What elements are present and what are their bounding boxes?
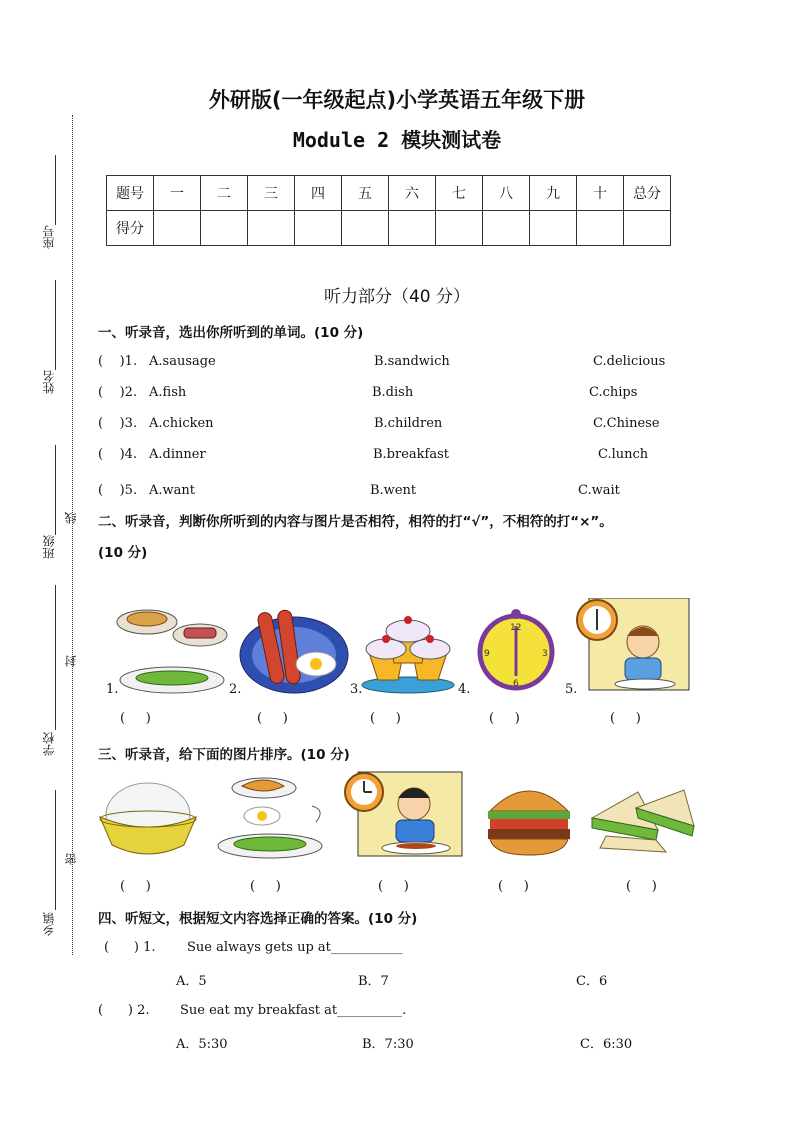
score-input-cell[interactable]	[530, 211, 577, 246]
svg-text:6: 6	[513, 679, 519, 689]
page-subtitle: Module 2 模块测试卷	[292, 128, 502, 152]
score-cell: 题号	[107, 176, 154, 211]
score-cell: 七	[436, 176, 483, 211]
part2-label-1: 1.	[106, 682, 119, 697]
part2-heading-points: (10 分)	[98, 545, 148, 561]
rice-bowl-image	[96, 775, 200, 860]
part2-heading: 二、听录音，判断你所听到的内容与图片是否相符，相符的打“√”，不相符的打“×”。	[98, 514, 613, 530]
part1-q2-b: B.dish	[372, 385, 414, 400]
breakfast-plates-image	[112, 600, 230, 695]
part1-q4-num: ( )4.	[98, 447, 138, 462]
cupcakes-image	[358, 605, 458, 695]
hamburger-image	[482, 775, 577, 860]
part2-label-5: 5.	[565, 682, 578, 697]
score-input-cell[interactable]	[342, 211, 389, 246]
part2-answer-4[interactable]: ( )	[489, 711, 520, 726]
score-cell: 六	[389, 176, 436, 211]
binding-dotted-line	[72, 115, 73, 955]
part4-q2-b: B．7:30	[362, 1037, 414, 1052]
score-cell: 五	[342, 176, 389, 211]
score-input-cell[interactable]	[577, 211, 624, 246]
school-rule	[55, 585, 56, 730]
part3-answer-3[interactable]: ( )	[378, 879, 409, 894]
town-rule	[55, 790, 56, 910]
part1-q5-c: C.wait	[578, 483, 620, 498]
part4-q1-a: A．5	[176, 974, 207, 989]
part1-q5-b: B.went	[370, 483, 417, 498]
part3-answer-2[interactable]: ( )	[250, 879, 281, 894]
part4-q1-b: B．7	[358, 974, 389, 989]
score-cell: 九	[530, 176, 577, 211]
svg-text:3: 3	[542, 649, 548, 659]
score-cell: 一	[154, 176, 201, 211]
seat-rule	[55, 155, 56, 225]
score-cell: 十	[577, 176, 624, 211]
part1-q2-a: A.fish	[149, 385, 187, 400]
part4-q2-num: ( ) 2.	[98, 1003, 150, 1018]
score-cell: 总分	[624, 176, 671, 211]
score-cell: 四	[295, 176, 342, 211]
seal-word-secret: 密	[64, 853, 78, 865]
name-label: 姓名	[42, 370, 56, 394]
score-input-cell[interactable]	[201, 211, 248, 246]
part2-answer-2[interactable]: ( )	[257, 711, 288, 726]
boy-lunch-clock-image	[342, 770, 464, 858]
score-input-cell[interactable]	[295, 211, 342, 246]
svg-text:12: 12	[510, 623, 522, 633]
part2-answer-3[interactable]: ( )	[370, 711, 401, 726]
clock-image	[470, 608, 562, 695]
part1-q3-b: B.children	[374, 416, 443, 431]
part4-q1-num: ( ) 1.	[104, 940, 156, 955]
part2-label-3: 3.	[350, 682, 363, 697]
part1-q1-c: C.delicious	[593, 354, 666, 369]
score-table-header-row	[107, 176, 671, 211]
score-input-cell[interactable]	[436, 211, 483, 246]
part1-q1-b: B.sandwich	[374, 354, 450, 369]
score-input-cell[interactable]	[154, 211, 201, 246]
part1-q1-a: A.sausage	[149, 354, 216, 369]
part1-q5-a: A.want	[149, 483, 195, 498]
part1-q2-c: C.chips	[589, 385, 638, 400]
part1-q4-b: B.breakfast	[373, 447, 450, 462]
score-table	[106, 175, 671, 246]
part3-heading: 三、听录音，给下面的图片排序。(10 分)	[98, 747, 350, 763]
class-rule	[55, 445, 56, 535]
part1-q4-c: C.lunch	[598, 447, 649, 462]
page-title: 外研版(一年级起点)小学英语五年级下册	[208, 88, 586, 112]
part4-heading: 四、听短文，根据短文内容选择正确的答案。(10 分)	[98, 911, 418, 927]
part4-q2-c: C．6:30	[580, 1037, 633, 1052]
part1-heading: 一、听录音，选出你所听到的单词。(10 分)	[98, 325, 364, 341]
part1-q3-c: C.Chinese	[593, 416, 660, 431]
school-label: 学校	[42, 732, 56, 756]
part1-q3-a: A.chicken	[149, 416, 214, 431]
fish-egg-vegetable-image	[212, 770, 337, 860]
part1-q3-num: ( )3.	[98, 416, 138, 431]
part4-q2-text: Sue eat my breakfast at__________.	[180, 1003, 407, 1018]
score-table-score-row	[107, 211, 671, 246]
boy-eating-clock-image	[575, 598, 690, 693]
score-input-cell[interactable]	[389, 211, 436, 246]
score-input-cell[interactable]	[248, 211, 295, 246]
score-row-label: 得分	[107, 211, 154, 246]
part3-answer-4[interactable]: ( )	[498, 879, 529, 894]
score-input-cell[interactable]	[483, 211, 530, 246]
part2-answer-5[interactable]: ( )	[610, 711, 641, 726]
seat-label: 座号	[42, 225, 56, 249]
sandwich-image	[586, 778, 698, 858]
score-cell: 八	[483, 176, 530, 211]
town-label: 乡镇	[42, 912, 56, 936]
seal-word-seal: 封	[64, 655, 78, 667]
sausage-egg-image	[238, 600, 350, 695]
score-cell: 三	[248, 176, 295, 211]
listening-section-title: 听力部分（40 分）	[323, 287, 471, 307]
part1-q1-num: ( )1.	[98, 354, 138, 369]
class-label: 班级	[42, 535, 56, 559]
part3-answer-5[interactable]: ( )	[626, 879, 657, 894]
score-cell: 二	[201, 176, 248, 211]
part4-q1-c: C．6	[576, 974, 608, 989]
part4-q1-text: Sue always gets up at___________	[187, 940, 403, 955]
part2-label-4: 4.	[458, 682, 471, 697]
part4-q2-a: A．5:30	[176, 1037, 228, 1052]
score-input-cell[interactable]	[624, 211, 671, 246]
seal-word-line: 线	[64, 512, 78, 524]
part2-label-2: 2.	[229, 682, 242, 697]
svg-text:9: 9	[484, 649, 490, 659]
part1-q2-num: ( )2.	[98, 385, 138, 400]
part1-q4-a: A.dinner	[149, 447, 206, 462]
part1-q5-num: ( )5.	[98, 483, 138, 498]
part3-answer-1[interactable]: ( )	[120, 879, 151, 894]
part2-answer-1[interactable]: ( )	[120, 711, 151, 726]
